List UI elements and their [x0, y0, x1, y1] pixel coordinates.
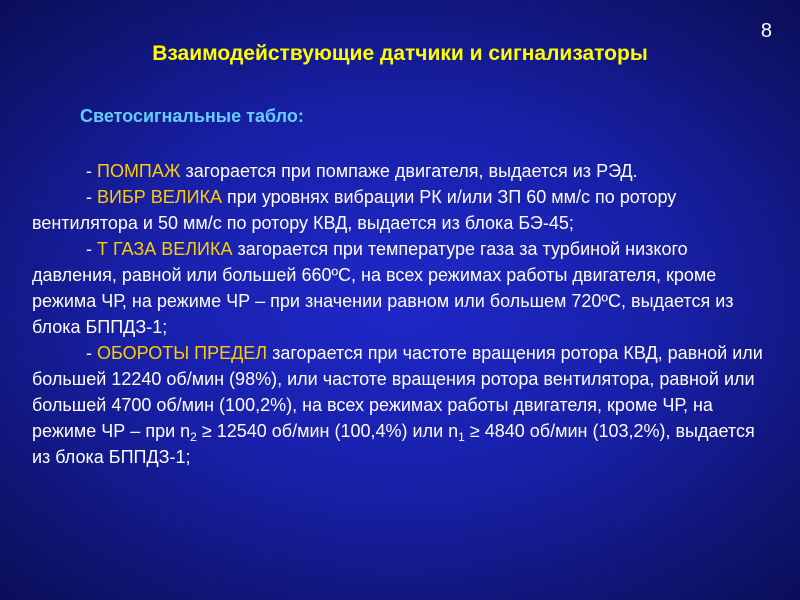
- item-prefix: -: [86, 343, 97, 363]
- slide-subtitle: Светосигнальные табло:: [80, 106, 304, 126]
- item-term: ПОМПАЖ: [97, 161, 181, 181]
- subscript: 1: [458, 430, 465, 444]
- item-term: ВИБР ВЕЛИКА: [97, 187, 223, 207]
- page-number: 8: [760, 20, 772, 42]
- item-text: при уровнях вибрации РК и/или ЗП 60 мм/с по ротору вентилятора и 50 мм/с по ротору КВД, выдается из блока БЭ-45;: [32, 187, 677, 233]
- list-item-t-gaza: [32, 236, 772, 340]
- item-prefix: -: [86, 187, 97, 207]
- item-text: загорается при помпаже двигателя, выдается из РЭД.: [180, 161, 638, 181]
- item-text-a: загорается при частоте вращения ротора КВД, равной или большей 12240 об/мин (98%), или частоте вращения ротора вентилятора, равной или большей 4700 об/мин (100,2%), на всех режимах работы двигателя, кроме ЧР, на режиме ЧР – при n: [32, 343, 763, 441]
- item-prefix: -: [86, 161, 97, 181]
- item-prefix: -: [86, 239, 97, 259]
- item-text-b: ≥ 12540 об/мин (100,4%) или n: [196, 421, 459, 441]
- slide-body: [32, 158, 772, 470]
- list-item-pompazh: [32, 158, 772, 184]
- item-term: ОБОРОТЫ ПРЕДЕЛ: [97, 343, 268, 363]
- slide-title: Взаимодействующие датчики и сигнализаторы: [152, 42, 648, 65]
- item-text-c: ≥ 4840 об/мин (103,2%), выдается из блока БППДЗ-1;: [32, 421, 755, 467]
- list-item-oboroty: [32, 340, 772, 470]
- subscript: 2: [190, 430, 197, 444]
- item-text: загорается при температуре газа за турбиной низкого давления, равной или большей 660ºС, на всех режимах работы двигателя, кроме режима ЧР, на режиме ЧР – при значении равном или большем 720ºС, выдается из блока БППДЗ-1;: [32, 239, 734, 337]
- item-term: Т ГАЗА ВЕЛИКА: [97, 239, 233, 259]
- list-item-vibr: [32, 184, 772, 236]
